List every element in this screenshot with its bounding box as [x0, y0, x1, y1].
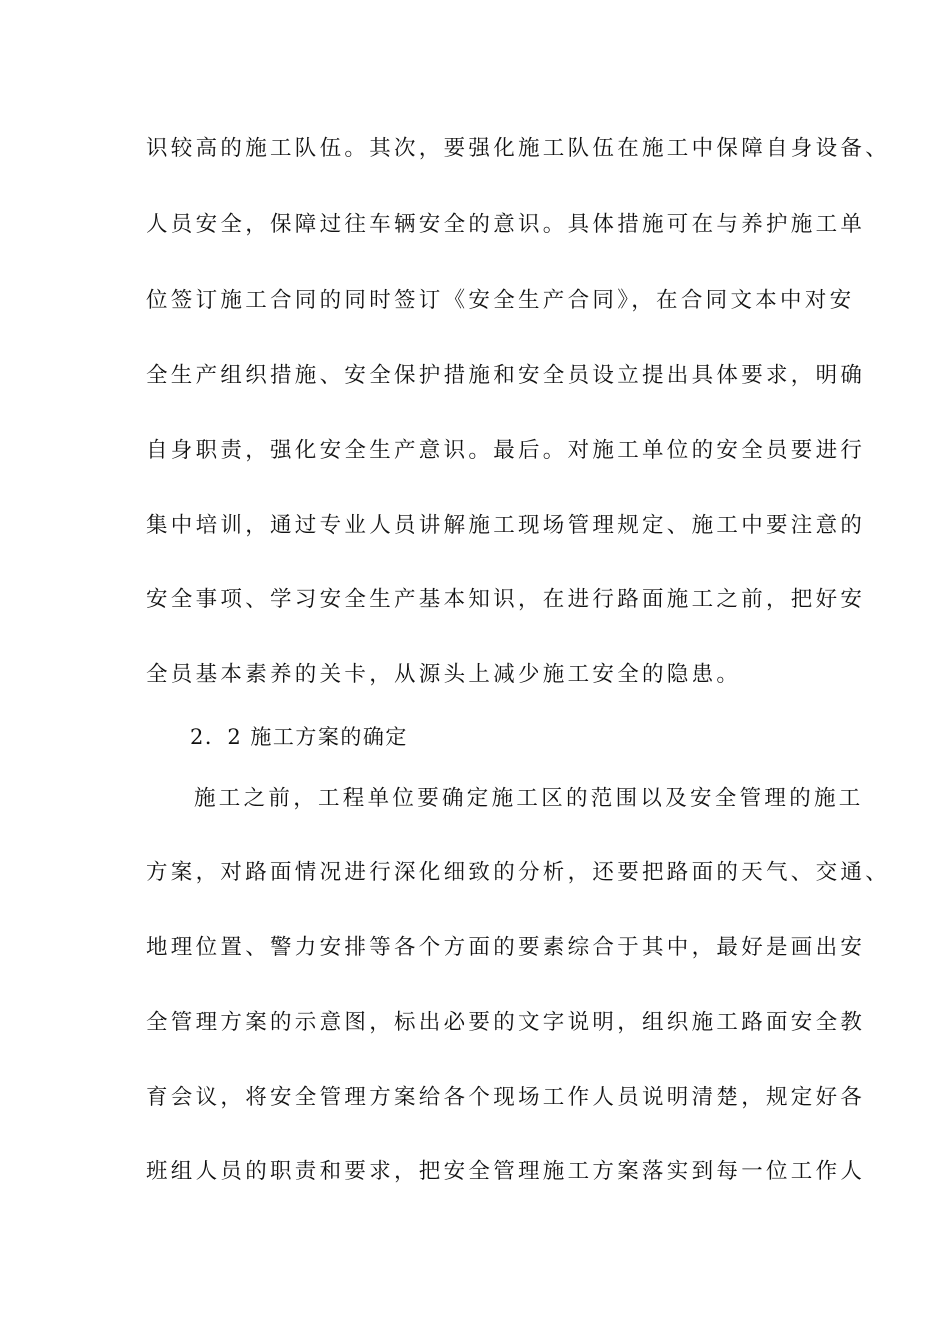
paragraph-line: 人员安全，保障过往车辆安全的意识。具体措施可在与养护施工单: [146, 212, 866, 237]
paragraph-line: 方案，对路面情况进行深化细致的分析，还要把路面的天气、交通、: [146, 860, 891, 885]
paragraph-line: 地理位置、警力安排等各个方面的要素综合于其中，最好是画出安: [146, 935, 866, 960]
paragraph-line: 全生产组织措施、安全保护措施和安全员设立提出具体要求，明确: [146, 363, 866, 388]
paragraph-line: 班组人员的职责和要求，把安全管理施工方案落实到每一位工作人: [146, 1159, 866, 1184]
paragraph-line: 全管理方案的示意图，标出必要的文字说明，组织施工路面安全教: [146, 1010, 866, 1035]
paragraph-line: 安全事项、学习安全生产基本知识，在进行路面施工之前，把好安: [146, 587, 866, 612]
paragraph-line: 识较高的施工队伍。其次，要强化施工队伍在施工中保障自身设备、: [146, 136, 891, 161]
paragraph-line: 全员基本素养的关卡，从源头上减少施工安全的隐患。: [146, 662, 742, 687]
paragraph-line: 集中培训，通过专业人员讲解施工现场管理规定、施工中要注意的: [146, 513, 866, 538]
section-heading: 2．2 施工方案的确定: [190, 725, 408, 749]
paragraph-line: 施工之前，工程单位要确定施工区的范围以及安全管理的施工: [194, 786, 864, 811]
paragraph-line: 位签订施工合同的同时签订《安全生产合同》，在合同文本中对安: [146, 288, 855, 313]
paragraph-line: 育会议，将安全管理方案给各个现场工作人员说明清楚，规定好各: [146, 1085, 866, 1110]
paragraph-line: 自身职责，强化安全生产意识。最后。对施工单位的安全员要进行: [146, 438, 866, 463]
